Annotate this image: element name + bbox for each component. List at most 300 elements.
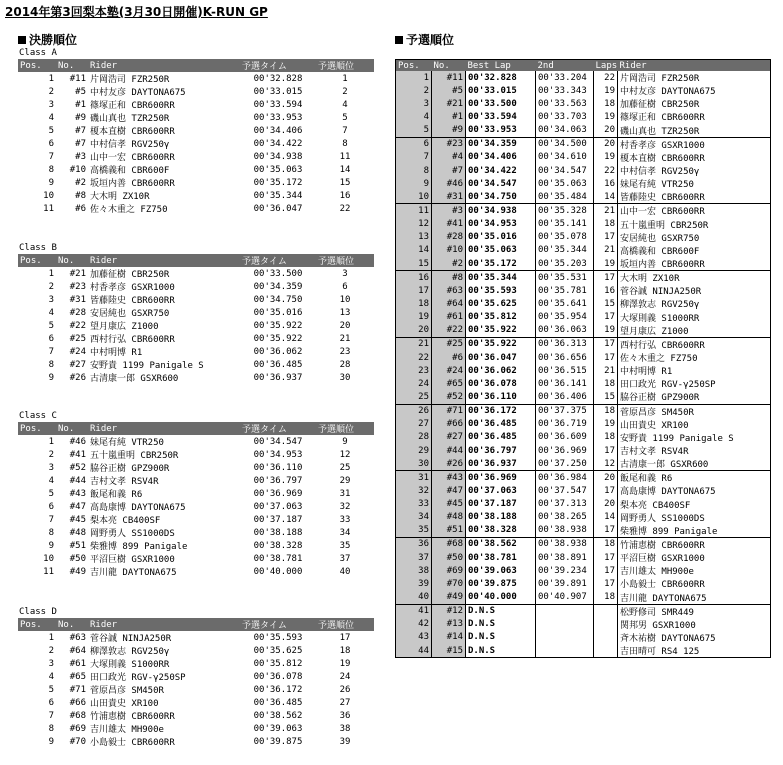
table-row bbox=[396, 337, 771, 351]
table-cell: #70 bbox=[69, 736, 86, 747]
table-cell: 17 bbox=[594, 311, 618, 324]
table-cell: 00'33.204 bbox=[536, 71, 594, 84]
table-cell: #21 bbox=[69, 268, 86, 279]
table-cell: #31 bbox=[432, 190, 466, 204]
table-cell: 36 bbox=[396, 537, 432, 551]
table-cell: 脇谷正樹 GPZ900R bbox=[90, 464, 170, 474]
table-cell: 00'40.907 bbox=[536, 590, 594, 604]
table-cell: 26 bbox=[339, 684, 351, 695]
table-cell: 1 bbox=[342, 73, 348, 84]
table-cell: 00'32.828 bbox=[253, 73, 303, 84]
table-cell: #8 bbox=[432, 271, 466, 285]
table-cell: 4 bbox=[48, 307, 54, 318]
table-cell: 00'33.015 bbox=[253, 86, 303, 97]
table-cell: #50 bbox=[432, 551, 466, 564]
table-cell: 菅原昌彦 SM450R bbox=[90, 686, 164, 696]
table-cell: 00'35.641 bbox=[536, 297, 594, 310]
table-cell: 安居純也 GSXR750 bbox=[618, 231, 771, 244]
table-cell: 3 bbox=[48, 99, 54, 110]
table-cell: #64 bbox=[69, 645, 86, 656]
table-cell: 00'37.063 bbox=[466, 484, 536, 497]
table-cell: 00'37.313 bbox=[536, 498, 594, 511]
table-cell: #14 bbox=[432, 631, 466, 644]
table-cell: 00'36.656 bbox=[536, 351, 594, 364]
table-cell: 皆藤陸史 CBR600RR bbox=[618, 190, 771, 204]
square-bullet-icon bbox=[395, 36, 403, 44]
table-cell: 29 bbox=[339, 475, 351, 486]
table-cell: #8 bbox=[75, 190, 86, 201]
table-cell: 20 bbox=[594, 471, 618, 485]
table-cell: 00'34.422 bbox=[466, 164, 536, 177]
table-cell: 00'35.954 bbox=[536, 311, 594, 324]
table-cell bbox=[594, 604, 618, 618]
table-cell: #48 bbox=[432, 511, 466, 524]
table-row bbox=[18, 345, 374, 358]
table-cell: 00'36.937 bbox=[466, 457, 536, 471]
table-cell: 10 bbox=[339, 294, 351, 305]
table-cell: 村香孝彦 GSXR1000 bbox=[618, 137, 771, 151]
table-row bbox=[396, 218, 771, 231]
table-cell: 00'34.359 bbox=[253, 281, 303, 292]
table-cell: 9 bbox=[48, 177, 54, 188]
table-cell: #45 bbox=[432, 498, 466, 511]
table-cell: 中村明博 R1 bbox=[90, 348, 143, 358]
table-cell: 14 bbox=[396, 244, 432, 257]
table-cell: 16 bbox=[594, 284, 618, 297]
table-cell: 00'35.593 bbox=[466, 284, 536, 297]
qualifying-heading-text: 予選順位 bbox=[406, 33, 455, 47]
table-cell: 22 bbox=[396, 351, 432, 364]
table-cell: 00'34.500 bbox=[536, 137, 594, 151]
table-cell: #71 bbox=[432, 404, 466, 418]
table-cell: #41 bbox=[69, 449, 86, 460]
table-cell: 19 bbox=[594, 257, 618, 271]
table-cell: 00'35.344 bbox=[536, 244, 594, 257]
table-cell: #26 bbox=[432, 457, 466, 471]
table-row bbox=[396, 604, 771, 618]
table-cell: 00'34.750 bbox=[466, 190, 536, 204]
table-cell: 3 bbox=[48, 294, 54, 305]
table-cell: 18 bbox=[396, 297, 432, 310]
column-header: Rider bbox=[88, 59, 240, 72]
table-cell: 37 bbox=[339, 553, 351, 564]
table-cell: #6 bbox=[75, 203, 86, 214]
table-cell: 37 bbox=[396, 551, 432, 564]
table-row bbox=[18, 500, 374, 513]
column-header: 予選タイム bbox=[240, 618, 316, 631]
table-cell: 24 bbox=[339, 671, 351, 682]
table-row bbox=[396, 404, 771, 418]
table-row bbox=[18, 176, 374, 189]
final-results-table bbox=[18, 254, 374, 384]
table-cell: #69 bbox=[69, 723, 86, 734]
table-cell: 安野貴 1199 Panigale S bbox=[90, 361, 204, 371]
table-cell: #2 bbox=[75, 177, 86, 188]
table-cell: 中村友彦 DAYTONA675 bbox=[618, 84, 771, 97]
column-header: Pos. bbox=[396, 60, 432, 72]
table-cell: 00'34.547 bbox=[253, 436, 303, 447]
table-cell: 大塚則義 S1000RR bbox=[90, 660, 170, 670]
table-cell: 2 bbox=[48, 449, 54, 460]
table-cell: 31 bbox=[396, 471, 432, 485]
table-cell: 大木明 ZX10R bbox=[90, 192, 150, 202]
table-row bbox=[18, 644, 374, 657]
table-cell: 00'37.250 bbox=[536, 457, 594, 471]
table-cell: #24 bbox=[432, 364, 466, 377]
table-cell: 21 bbox=[594, 244, 618, 257]
table-cell: 10 bbox=[43, 190, 54, 201]
table-cell: 23 bbox=[339, 346, 351, 357]
table-row bbox=[396, 618, 771, 631]
table-cell: 00'36.719 bbox=[536, 418, 594, 431]
table-cell: 柳澤敦志 RGV250γ bbox=[90, 647, 170, 657]
table-row bbox=[18, 722, 374, 735]
table-cell: 00'38.938 bbox=[536, 524, 594, 538]
table-cell: 40 bbox=[339, 566, 351, 577]
table-cell: 00'36.406 bbox=[536, 390, 594, 404]
table-cell: 00'33.953 bbox=[253, 112, 303, 123]
table-cell: 00'33.594 bbox=[253, 99, 303, 110]
table-cell: 柳澤敦志 RGV250γ bbox=[618, 297, 771, 310]
table-cell: 8 bbox=[48, 164, 54, 175]
table-cell: #26 bbox=[69, 372, 86, 383]
qualifying-header-row bbox=[396, 60, 771, 72]
table-cell: 00'37.063 bbox=[253, 501, 303, 512]
table-cell: 中村信孝 RGV250γ bbox=[618, 164, 771, 177]
table-cell: 竹浦恵樹 CBR600RR bbox=[618, 537, 771, 551]
table-cell: #23 bbox=[432, 137, 466, 151]
table-cell: 21 bbox=[594, 364, 618, 377]
table-cell: #1 bbox=[75, 99, 86, 110]
table-cell: #70 bbox=[432, 577, 466, 590]
table-cell: 00'36.313 bbox=[536, 337, 594, 351]
table-cell: 31 bbox=[339, 488, 351, 499]
table-cell: 25 bbox=[339, 462, 351, 473]
table-cell: 25 bbox=[396, 390, 432, 404]
table-cell: 15 bbox=[339, 177, 351, 188]
table-cell: 15 bbox=[396, 257, 432, 271]
table-cell: 00'36.078 bbox=[253, 671, 303, 682]
table-cell: #47 bbox=[432, 484, 466, 497]
table-cell: #5 bbox=[75, 86, 86, 97]
table-cell: 榎本直樹 CBR600RR bbox=[618, 151, 771, 164]
table-cell: 00'35.812 bbox=[253, 658, 303, 669]
column-header: Rider bbox=[88, 422, 240, 435]
table-cell: 菅原昌彦 SM450R bbox=[618, 404, 771, 418]
final-header-row bbox=[18, 422, 374, 435]
table-cell: D.N.S bbox=[466, 644, 536, 658]
table-cell: 中村信孝 RGV250γ bbox=[90, 140, 170, 150]
table-cell: 望月康広 Z1000 bbox=[618, 324, 771, 338]
table-cell: #43 bbox=[432, 471, 466, 485]
table-cell: 00'35.016 bbox=[466, 231, 536, 244]
table-cell: 山田貴史 XR100 bbox=[90, 699, 159, 709]
table-cell: #71 bbox=[69, 684, 86, 695]
table-cell: 00'36.485 bbox=[253, 359, 303, 370]
table-row bbox=[18, 513, 374, 526]
table-cell: 竹浦恵樹 CBR600RR bbox=[90, 712, 175, 722]
table-cell: 00'35.172 bbox=[253, 177, 303, 188]
table-cell: 00'35.922 bbox=[466, 337, 536, 351]
table-cell: 00'34.406 bbox=[466, 151, 536, 164]
table-cell bbox=[594, 631, 618, 644]
table-cell: 18 bbox=[594, 537, 618, 551]
table-row bbox=[396, 511, 771, 524]
table-cell: 高橋義和 CBR600F bbox=[618, 244, 771, 257]
table-row bbox=[396, 631, 771, 644]
column-header: No. bbox=[432, 60, 466, 72]
table-cell: 吉川雄太 MH900e bbox=[618, 564, 771, 577]
table-cell: 00'36.969 bbox=[466, 471, 536, 485]
table-cell: 00'35.922 bbox=[253, 320, 303, 331]
table-cell: 36 bbox=[339, 710, 351, 721]
table-cell: 吉川龍 DAYTONA675 bbox=[618, 590, 771, 604]
table-cell: 00'35.625 bbox=[466, 297, 536, 310]
table-cell: 00'39.875 bbox=[466, 577, 536, 590]
table-cell bbox=[536, 618, 594, 631]
table-cell: #44 bbox=[69, 475, 86, 486]
column-header: 予選タイム bbox=[240, 254, 316, 267]
table-row bbox=[396, 177, 771, 190]
table-row bbox=[18, 552, 374, 565]
table-cell: #49 bbox=[69, 566, 86, 577]
table-row bbox=[18, 683, 374, 696]
table-cell: 43 bbox=[396, 631, 432, 644]
table-cell: 五十嵐重明 CBR250R bbox=[90, 451, 179, 461]
table-cell: 斉木祐樹 DAYTONA675 bbox=[618, 631, 771, 644]
table-cell: 5 bbox=[342, 112, 348, 123]
table-cell: #65 bbox=[69, 671, 86, 682]
table-cell: 梨本亮 CB400SF bbox=[90, 516, 161, 526]
table-cell: 00'39.234 bbox=[536, 564, 594, 577]
table-cell: 00'36.062 bbox=[253, 346, 303, 357]
table-cell: 飯尾和義 R6 bbox=[618, 471, 771, 485]
table-cell: 00'34.610 bbox=[536, 151, 594, 164]
table-cell: 大塚則義 S1000RR bbox=[618, 311, 771, 324]
table-row bbox=[18, 435, 374, 448]
table-cell: #61 bbox=[69, 658, 86, 669]
table-cell: 大木明 ZX10R bbox=[618, 271, 771, 285]
table-cell: 17 bbox=[594, 351, 618, 364]
column-header: 予選順位 bbox=[316, 254, 374, 267]
table-cell: 00'38.891 bbox=[536, 551, 594, 564]
table-cell: 五十嵐重明 CBR250R bbox=[618, 218, 771, 231]
final-results-table bbox=[18, 59, 374, 215]
table-cell: 14 bbox=[594, 190, 618, 204]
table-cell: 加藤征樹 CBR250R bbox=[618, 97, 771, 110]
table-cell: #25 bbox=[432, 337, 466, 351]
table-cell: 00'40.000 bbox=[253, 566, 303, 577]
table-row bbox=[18, 85, 374, 98]
table-cell: 15 bbox=[594, 297, 618, 310]
table-cell: 00'40.000 bbox=[466, 590, 536, 604]
table-row bbox=[18, 150, 374, 163]
table-cell: 古清康一郎 GSXR600 bbox=[618, 457, 771, 471]
table-cell: 00'35.781 bbox=[536, 284, 594, 297]
table-cell: 00'37.375 bbox=[536, 404, 594, 418]
table-cell: 2 bbox=[48, 645, 54, 656]
table-cell: #11 bbox=[69, 73, 86, 84]
table-cell: 西村行弘 CBR600RR bbox=[90, 335, 175, 345]
table-cell: 篠塚正和 CBR600RR bbox=[90, 101, 175, 111]
table-cell: 00'35.484 bbox=[536, 190, 594, 204]
table-cell: 00'39.891 bbox=[536, 577, 594, 590]
table-cell: 00'35.328 bbox=[536, 204, 594, 218]
table-cell: #24 bbox=[69, 346, 86, 357]
table-cell: #50 bbox=[69, 553, 86, 564]
table-row bbox=[396, 644, 771, 658]
table-cell: 10 bbox=[396, 190, 432, 204]
table-cell bbox=[536, 604, 594, 618]
table-cell: #5 bbox=[432, 84, 466, 97]
table-cell: 古清康一郎 GSXR600 bbox=[90, 374, 179, 384]
table-row bbox=[18, 280, 374, 293]
table-cell: 山田貴史 XR100 bbox=[618, 418, 771, 431]
column-header: 予選タイム bbox=[240, 422, 316, 435]
table-cell: 00'35.078 bbox=[536, 231, 594, 244]
table-cell: 片岡浩司 FZR250R bbox=[618, 71, 771, 84]
table-cell: 16 bbox=[396, 271, 432, 285]
final-results-heading bbox=[18, 31, 77, 48]
table-cell: 岡野勇人 SS1000DS bbox=[90, 529, 175, 539]
table-cell: 17 bbox=[396, 284, 432, 297]
table-cell: 34 bbox=[396, 511, 432, 524]
table-cell: 44 bbox=[396, 644, 432, 658]
table-cell: 望月康広 Z1000 bbox=[90, 322, 159, 332]
qualifying-table bbox=[395, 59, 771, 658]
table-row bbox=[18, 72, 374, 85]
table-cell: 磯山真也 TZR250R bbox=[90, 114, 170, 124]
table-cell: 篠塚正和 CBR600RR bbox=[618, 110, 771, 123]
table-cell: 00'35.063 bbox=[253, 164, 303, 175]
table-cell: #49 bbox=[432, 590, 466, 604]
column-header: Pos. bbox=[18, 254, 56, 267]
table-cell: 00'35.063 bbox=[466, 244, 536, 257]
table-cell: 17 bbox=[594, 551, 618, 564]
class-label: Class A bbox=[19, 48, 57, 58]
table-cell: 00'34.953 bbox=[253, 449, 303, 460]
table-cell: 00'36.141 bbox=[536, 377, 594, 390]
table-cell: 5 bbox=[48, 488, 54, 499]
table-cell: 27 bbox=[339, 697, 351, 708]
table-cell: 19 bbox=[396, 311, 432, 324]
qualifying-heading bbox=[395, 31, 454, 48]
table-cell: #13 bbox=[432, 618, 466, 631]
table-cell: 22 bbox=[594, 164, 618, 177]
column-header: Rider bbox=[88, 254, 240, 267]
final-results-table bbox=[18, 618, 374, 748]
table-cell: 4 bbox=[342, 99, 348, 110]
table-row bbox=[396, 390, 771, 404]
table-cell: 6 bbox=[48, 697, 54, 708]
table-row bbox=[18, 98, 374, 111]
table-cell: 平沼巨樹 GSXR1000 bbox=[90, 555, 175, 565]
table-cell: 22 bbox=[594, 71, 618, 84]
table-cell: #48 bbox=[69, 527, 86, 538]
table-cell: 22 bbox=[339, 203, 351, 214]
table-cell: #43 bbox=[69, 488, 86, 499]
table-row bbox=[18, 137, 374, 150]
table-row bbox=[18, 111, 374, 124]
table-cell: 21 bbox=[396, 337, 432, 351]
table-cell: #15 bbox=[432, 644, 466, 658]
table-cell bbox=[594, 644, 618, 658]
table-cell: 28 bbox=[339, 359, 351, 370]
table-cell: 00'35.625 bbox=[253, 645, 303, 656]
table-cell: 00'38.562 bbox=[466, 537, 536, 551]
column-header: 予選順位 bbox=[316, 59, 374, 72]
table-row bbox=[18, 487, 374, 500]
table-cell: 00'38.328 bbox=[466, 524, 536, 538]
table-row bbox=[396, 431, 771, 444]
table-cell: 20 bbox=[594, 124, 618, 138]
table-cell: 8 bbox=[48, 359, 54, 370]
table-cell: #22 bbox=[432, 324, 466, 338]
table-row bbox=[18, 539, 374, 552]
table-row bbox=[18, 163, 374, 176]
table-row bbox=[18, 631, 374, 644]
table-cell: 00'33.500 bbox=[466, 97, 536, 110]
table-cell: #65 bbox=[432, 377, 466, 390]
table-cell: 00'36.797 bbox=[253, 475, 303, 486]
table-cell: 00'36.047 bbox=[253, 203, 303, 214]
table-cell: #7 bbox=[432, 164, 466, 177]
table-cell: 田口政光 RGV-γ250SP bbox=[90, 673, 186, 683]
table-cell: #69 bbox=[432, 564, 466, 577]
table-cell: 00'38.562 bbox=[253, 710, 303, 721]
table-cell: 38 bbox=[396, 564, 432, 577]
table-cell: 3 bbox=[396, 97, 432, 110]
table-cell: 4 bbox=[48, 112, 54, 123]
table-cell: 17 bbox=[339, 632, 351, 643]
table-cell: 18 bbox=[594, 431, 618, 444]
table-cell: 吉田晴可 RS4 125 bbox=[618, 644, 771, 658]
table-cell: 00'35.593 bbox=[253, 632, 303, 643]
table-cell: 2 bbox=[48, 86, 54, 97]
table-cell: 佐々木重之 FZ750 bbox=[618, 351, 771, 364]
table-cell: 吉村文孝 RSV4R bbox=[90, 477, 159, 487]
table-row bbox=[396, 324, 771, 338]
table-cell: 13 bbox=[339, 307, 351, 318]
table-cell: 18 bbox=[594, 590, 618, 604]
table-cell: #10 bbox=[69, 164, 86, 175]
table-cell: #28 bbox=[69, 307, 86, 318]
table-cell: 17 bbox=[594, 337, 618, 351]
table-cell: 00'35.922 bbox=[466, 324, 536, 338]
table-cell: #7 bbox=[75, 138, 86, 149]
table-cell: 00'35.141 bbox=[536, 218, 594, 231]
table-cell: 00'36.172 bbox=[466, 404, 536, 418]
table-row bbox=[396, 231, 771, 244]
table-cell: 00'37.187 bbox=[253, 514, 303, 525]
table-cell: #51 bbox=[432, 524, 466, 538]
table-cell: 30 bbox=[396, 457, 432, 471]
table-row bbox=[18, 565, 374, 578]
table-cell: 00'33.953 bbox=[466, 124, 536, 138]
table-cell: 19 bbox=[594, 151, 618, 164]
column-header: Pos. bbox=[18, 422, 56, 435]
table-cell: 00'37.187 bbox=[466, 498, 536, 511]
table-row bbox=[396, 498, 771, 511]
table-cell: #61 bbox=[432, 311, 466, 324]
table-cell: 00'35.922 bbox=[253, 333, 303, 344]
column-header: Rider bbox=[88, 618, 240, 631]
table-cell: 00'38.781 bbox=[466, 551, 536, 564]
table-row bbox=[396, 457, 771, 471]
column-header: 予選タイム bbox=[240, 59, 316, 72]
table-row bbox=[396, 537, 771, 551]
column-header: Pos. bbox=[18, 618, 56, 631]
